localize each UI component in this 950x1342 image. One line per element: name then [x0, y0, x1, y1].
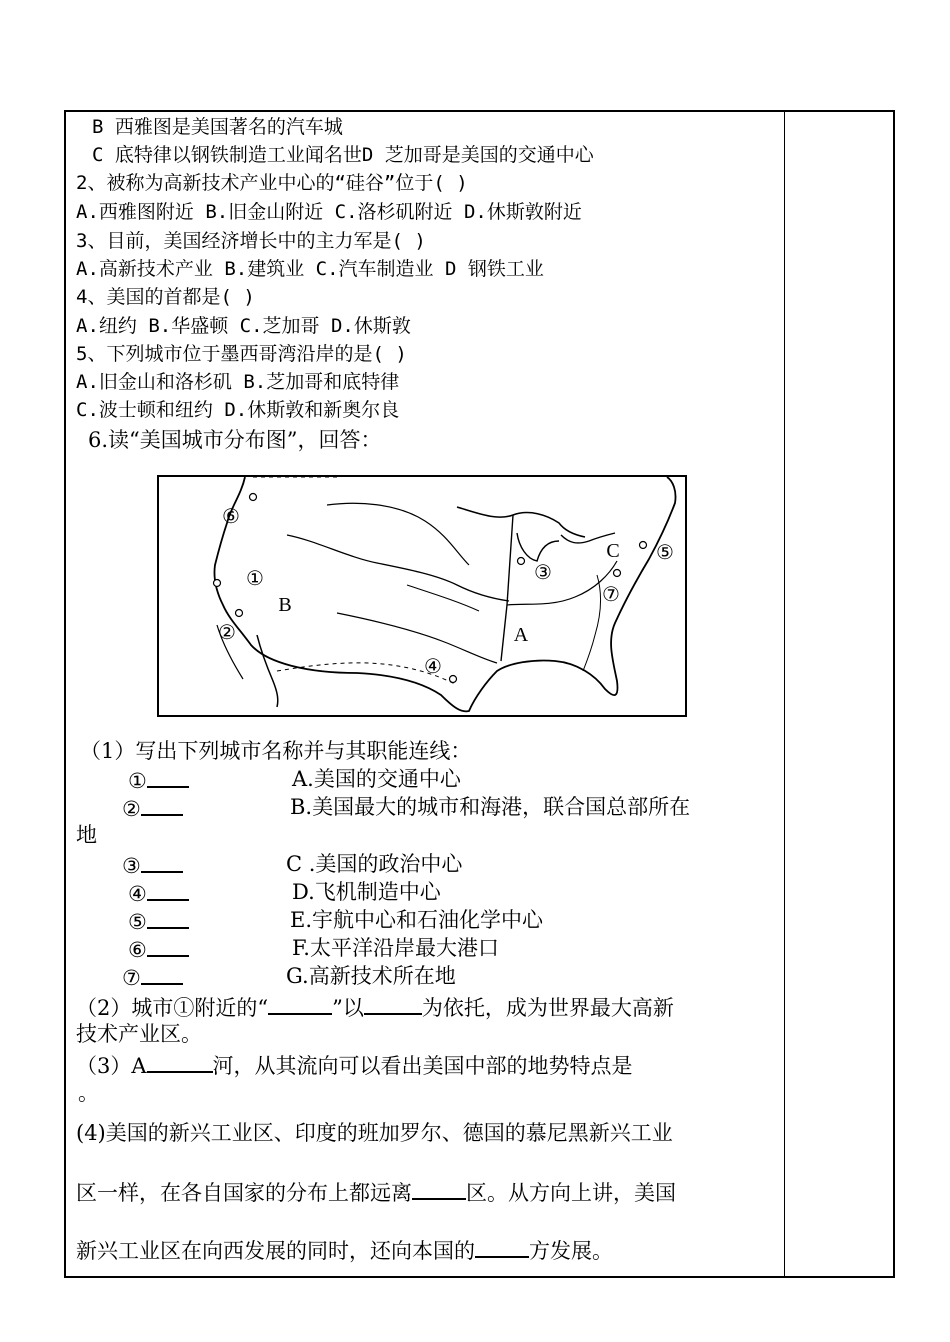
subquestion-3: （3）A 河，从其流向可以看出美国中部的地势特点是: [76, 1051, 633, 1079]
text-line-1: B 西雅图是美国著名的汽车城: [92, 116, 343, 138]
question-3: 3、目前，美国经济增长中的主力军是( ): [76, 230, 426, 252]
match-left-5: ⑤: [128, 907, 189, 935]
match-right-d: D.飞机制造中心: [292, 880, 441, 904]
match-right-a: A.美国的交通中心: [292, 767, 461, 791]
question-5-options-cd: C.波士顿和纽约 D.休斯敦和新奥尔良: [76, 399, 400, 421]
map-letter-B: B: [278, 594, 292, 616]
question-2-options: A.西雅图附近 B.旧金山附近 C.洛杉矶附近 D.休斯敦附近: [76, 201, 582, 223]
subquestion-2-line2: 技术产业区。: [76, 1022, 202, 1046]
match-left-7: ⑦: [122, 963, 183, 991]
match-left-6: ⑥: [128, 935, 189, 963]
map-marker-6: ⑥: [222, 506, 240, 528]
question-3-options: A.高新技术产业 B.建筑业 C.汽车制造业 D 钢铁工业: [76, 258, 544, 280]
match-right-g: G.高新技术所在地: [286, 964, 456, 988]
question-2: 2、被称为高新技术产业中心的“硅谷”位于( ): [76, 172, 468, 194]
map-marker-5: ⑤: [656, 542, 674, 564]
map-marker-4: ④: [424, 656, 442, 678]
subquestion-3-line2: 。: [78, 1081, 99, 1105]
table-column-divider: [784, 112, 785, 1276]
subquestion-1-title: （1）写出下列城市名称并与其职能连线：: [80, 739, 472, 763]
subquestion-4: (4)美国的新兴工业区、印度的班加罗尔、德国的慕尼黑新兴工业: [76, 1121, 673, 1145]
subquestion-2: （2）城市①附近的“ ”以 为依托，成为世界最大高新: [76, 993, 674, 1021]
match-right-f: F.太平洋沿岸最大港口: [292, 936, 499, 960]
match-left-4: ④: [128, 879, 189, 907]
us-city-map: [157, 475, 687, 717]
map-marker-1: ①: [246, 568, 264, 590]
map-letter-C: C: [606, 540, 620, 562]
map-marker-2: ②: [218, 622, 236, 644]
subquestion-4-line2: 区一样，在各自国家的分布上都远离 区。从方向上讲，美国: [76, 1178, 676, 1206]
map-marker-7: ⑦: [602, 584, 620, 606]
question-5: 5、下列城市位于墨西哥湾沿岸的是( ): [76, 343, 407, 365]
match-right-e: E.宇航中心和石油化学中心: [290, 908, 544, 932]
question-5-options-ab: A.旧金山和洛杉矶 B.芝加哥和底特律: [76, 371, 400, 393]
text-line-2: C 底特律以钢铁制造工业闻名世D 芝加哥是美国的交通中心: [92, 144, 594, 166]
subquestion-4-line3: 新兴工业区在向西发展的同时，还向本国的 方发展。: [76, 1236, 613, 1264]
match-left-1: ①: [128, 766, 189, 794]
match-right-b: B.美国最大的城市和海港，联合国总部所在: [290, 795, 691, 819]
question-6: 6.读“美国城市分布图”，回答：: [88, 428, 382, 452]
us-city-map-drawing: [157, 475, 687, 717]
match-right-b-wrap: 地: [76, 823, 97, 847]
map-letter-A: A: [513, 624, 529, 646]
question-4: 4、美国的首都是( ): [76, 286, 255, 308]
question-4-options: A.纽约 B.华盛顿 C.芝加哥 D.休斯敦: [76, 315, 411, 337]
match-left-2: ②: [122, 794, 183, 822]
map-marker-3: ③: [534, 562, 552, 584]
match-right-c: C .美国的政治中心: [286, 852, 463, 876]
match-left-3: ③: [122, 851, 183, 879]
